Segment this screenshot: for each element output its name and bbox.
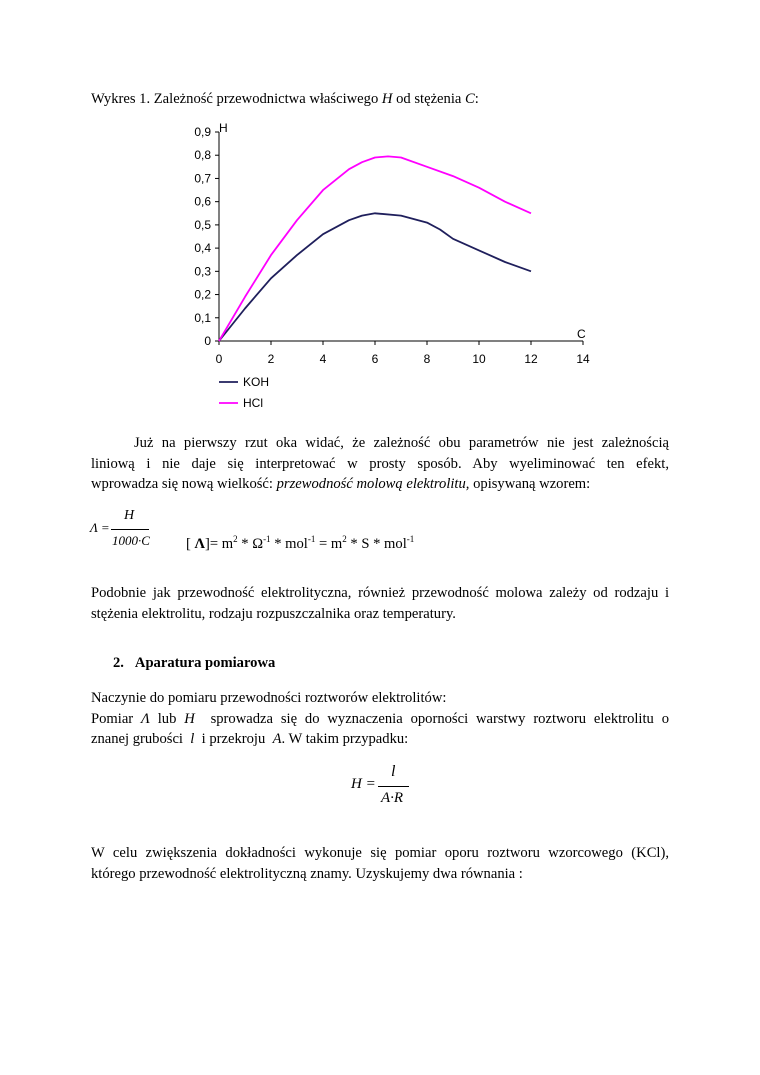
caption-prefix: Wykres 1. Zależność przewodnictwa właściwego (91, 91, 379, 107)
para1-line3-b: opisywaną wzorem: (473, 476, 591, 492)
formula-lambda-numerator: H (124, 508, 135, 523)
formula-h-bar (378, 786, 409, 787)
para1-line2: liniową i nie daje się interpretować w prosty sposób. Aby wyeliminować ten efekt, (91, 455, 669, 472)
units-exp-neg1b: -1 (307, 534, 316, 544)
para2-line1: Podobnie jak przewodność elektrolityczna, również przewodność molowa zależy od rodzaju i (91, 585, 669, 601)
units-close-bracket: ] (205, 536, 210, 552)
units-part3: * mol (270, 536, 308, 552)
legend-label-koh: KOH (243, 375, 270, 389)
paragraph-2 (91, 583, 669, 624)
para3-line2-c: sprowadza się do wyznaczenia oporności warstwy roztworu elektrolitu o (210, 710, 670, 727)
caption-suffix: : (474, 91, 479, 107)
y-tick-label: 0,8 (194, 148, 211, 163)
caption-var-c: C (465, 91, 475, 107)
x-tick-label: 2 (267, 352, 275, 366)
formula-h-numerator: l (391, 763, 396, 780)
para4-line1: W celu zwiększenia dokładności wykonuje się pomiar oporu roztworu wzorcowego (KCl), (91, 845, 669, 861)
y-tick-label: 0,3 (194, 264, 211, 279)
para3-line3-c: . W takim przypadku: (281, 731, 409, 747)
units-lambda-symbol: Λ (194, 536, 205, 552)
para1-line3 (91, 474, 669, 495)
section-heading (113, 655, 275, 672)
para1-line3-em: przewodność molową elektrolitu, (276, 476, 470, 492)
y-tick-label: 0,9 (194, 125, 211, 139)
units-exp-neg1c: -1 (406, 534, 415, 544)
para1-line3-a: wprowadza się nową wielkość: (91, 476, 273, 492)
para3-lambda: Λ (141, 710, 150, 727)
y-axis-label: H (219, 121, 228, 135)
series-line-hcl (219, 156, 531, 341)
y-tick-label: 0,7 (194, 171, 211, 186)
units-open-bracket: [ (186, 536, 191, 552)
para3-line2 (91, 709, 669, 730)
y-tick-label: 0,6 (194, 194, 211, 209)
paragraph-3 (91, 688, 669, 750)
paragraph-4 (91, 843, 669, 884)
para4-line2: którego przewodność elektrolityczną znamy. Uzyskujemy dwa równania : (91, 865, 523, 882)
units-part4: = m (315, 536, 343, 552)
para3-line1: Naczynie do pomiaru przewodności roztworów elektrolitów: (91, 690, 447, 706)
y-tick-label: 0 (204, 334, 211, 348)
section-number: 2. (113, 655, 124, 671)
x-tick-label: 12 (524, 352, 538, 366)
units-part1: = m (209, 536, 234, 552)
formula-h-denominator: A·R (381, 790, 404, 806)
formula-h-lhs: H = (351, 776, 376, 792)
section-title: Aparatura pomiarowa (134, 655, 276, 671)
para3-line3 (91, 729, 669, 750)
x-tick-label: 4 (319, 352, 327, 366)
formula-lambda-bar (111, 529, 149, 530)
caption-middle: od stężenia (396, 91, 462, 107)
x-tick-label: 0 (215, 352, 223, 366)
y-tick-label: 0,4 (194, 241, 211, 256)
para3-line3-a: znanej grubości (91, 731, 183, 747)
para3-line2-b: lub (157, 710, 177, 727)
units-part5: * S * mol (346, 536, 407, 552)
lambda-units (186, 536, 414, 553)
formula-lambda-denominator: 1000·C (112, 533, 150, 548)
para3-line3-b: i przekroju (201, 731, 266, 747)
chart-caption (91, 91, 479, 108)
para3-A: A (272, 731, 282, 747)
para3-line2-a: Pomiar (91, 710, 134, 727)
y-tick-label: 0,5 (194, 217, 211, 232)
y-tick-label: 0,1 (194, 310, 211, 325)
para1-line1: Już na pierwszy rzut oka widać, że zależność obu parametrów nie jest zależnością (134, 435, 669, 451)
x-tick-label: 10 (472, 352, 486, 366)
x-axis-label: C (577, 327, 586, 341)
units-part2: * Ω (237, 536, 264, 552)
caption-var-h: H (381, 91, 393, 107)
para2-line2: stężenia elektrolitu, rodzaju rozpuszczalnika oraz temperatury. (91, 605, 456, 622)
x-tick-label: 14 (576, 352, 590, 366)
series-line-koh (219, 213, 531, 341)
x-tick-label: 8 (423, 352, 431, 366)
formula-lambda-lhs: Λ = (90, 520, 110, 535)
x-tick-label: 6 (371, 352, 379, 366)
units-exp-neg1a: -1 (263, 534, 271, 544)
units-exp-2b: 2 (342, 534, 347, 544)
y-tick-label: 0,2 (194, 287, 211, 302)
legend-label-hcl: HCl (243, 396, 263, 410)
paragraph-1 (91, 433, 669, 495)
para3-h: H (184, 710, 195, 727)
para3-l: l (190, 731, 195, 747)
units-exp-2a: 2 (233, 534, 238, 544)
conductivity-chart (180, 115, 600, 415)
